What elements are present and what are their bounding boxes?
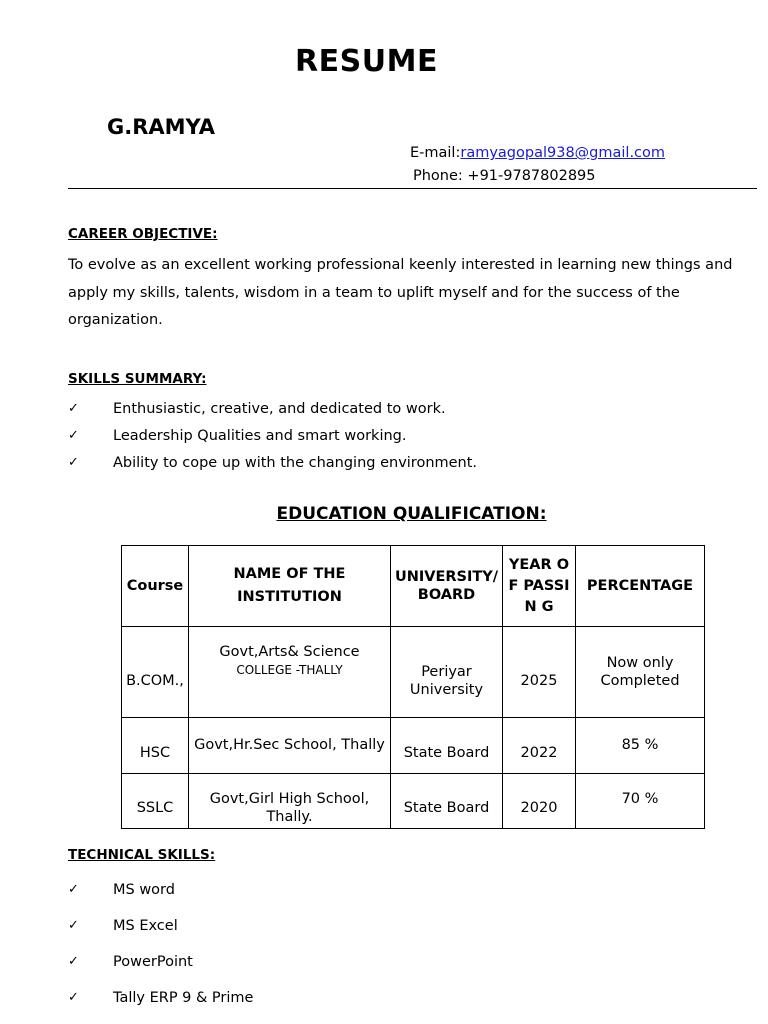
tech-skill-text: MS Excel [113, 918, 178, 934]
phone-label: Phone: [413, 168, 463, 184]
phone-line [413, 168, 596, 184]
table-row [122, 627, 705, 718]
cell-board: Periyar University [391, 627, 503, 718]
education-heading: EDUCATION QUALIFICATION: [276, 504, 547, 524]
checkmark-icon: ✓ [68, 401, 79, 416]
col-header-institution: NAME OF THE INSTITUTION [189, 546, 391, 627]
skills-summary-list [68, 399, 477, 480]
tech-skill-text: PowerPoint [113, 954, 193, 970]
cell-year: 2025 [503, 627, 576, 718]
list-item [68, 988, 253, 1024]
email-label: E-mail: [410, 145, 461, 161]
skills-summary-heading: SKILLS SUMMARY: [68, 371, 207, 387]
cell-year: 2022 [503, 718, 576, 774]
technical-skills-heading: TECHNICAL SKILLS: [68, 847, 216, 863]
checkmark-icon: ✓ [68, 455, 79, 470]
institution-name: Govt,Arts& Science [219, 644, 360, 660]
checkmark-icon: ✓ [68, 954, 79, 969]
list-item [68, 952, 253, 988]
header-divider [68, 188, 757, 189]
col-header-course: Course [122, 546, 189, 627]
candidate-name: G.RAMYA [107, 115, 215, 139]
tech-skill-text: MS word [113, 882, 175, 898]
education-table [121, 545, 705, 829]
institution-sub: COLLEGE -THALLY [236, 663, 343, 677]
checkmark-icon: ✓ [68, 918, 79, 933]
cell-course: B.COM., [122, 627, 189, 718]
list-item [68, 880, 253, 916]
tech-skill-text: Tally ERP 9 & Prime [113, 990, 254, 1006]
skill-text: Enthusiastic, creative, and dedicated to work. [113, 401, 446, 417]
checkmark-icon: ✓ [68, 882, 79, 897]
career-objective-text: To evolve as an excellent working professional keenly interested in learning new things and apply my skills, talents, wisdom in a team to uplift myself and for the success of the organization. [68, 257, 733, 328]
list-item [68, 399, 477, 426]
checkmark-icon: ✓ [68, 990, 79, 1005]
list-item [68, 426, 477, 453]
email-line [410, 145, 665, 161]
resume-title: RESUME [295, 44, 438, 79]
cell-year: 2020 [503, 774, 576, 829]
cell-percentage: 85 % [576, 718, 705, 774]
cell-course: SSLC [122, 774, 189, 829]
col-header-board: UNIVERSITY/ BOARD [391, 546, 503, 627]
cell-percentage: Now only Completed [576, 627, 705, 718]
career-objective-heading: CAREER OBJECTIVE: [68, 226, 218, 242]
col-header-year: YEAR OF PASSIN G [503, 546, 576, 627]
phone-number: +91-9787802895 [467, 168, 596, 184]
checkmark-icon: ✓ [68, 428, 79, 443]
table-header-row [122, 546, 705, 627]
table-row [122, 774, 705, 829]
skill-text: Leadership Qualities and smart working. [113, 428, 407, 444]
email-link[interactable]: ramyagopal938@gmail.com [460, 145, 666, 161]
cell-board: State Board [391, 774, 503, 829]
cell-institution [189, 627, 391, 718]
table-row [122, 718, 705, 774]
list-item [68, 916, 253, 952]
cell-course: HSC [122, 718, 189, 774]
technical-skills-list [68, 880, 253, 1024]
cell-board: State Board [391, 718, 503, 774]
cell-institution: Govt,Hr.Sec School, Thally [189, 718, 391, 774]
list-item [68, 453, 477, 480]
cell-institution: Govt,Girl High School, Thally. [189, 774, 391, 829]
skill-text: Ability to cope up with the changing environment. [113, 455, 478, 471]
col-header-percentage: PERCENTAGE [576, 546, 705, 627]
cell-percentage: 70 % [576, 774, 705, 829]
